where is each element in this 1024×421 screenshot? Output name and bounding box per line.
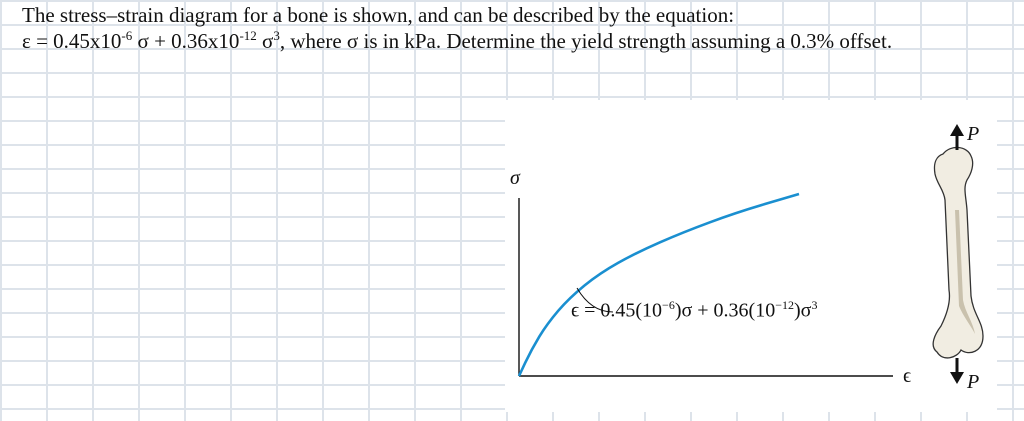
bone-illustration bbox=[933, 124, 983, 384]
figure-panel bbox=[505, 100, 997, 412]
stress-strain-curve bbox=[519, 194, 799, 376]
equation-tail-b: , where σ is in kPa. Determine the yield strength assuming a 0.3% offset. bbox=[279, 29, 893, 53]
exponent-1: -6 bbox=[121, 28, 133, 43]
load-label-bottom: P bbox=[967, 371, 980, 393]
curve-eq-exp-3: 3 bbox=[811, 298, 818, 312]
curve-eq-part-2: )σ + 0.36(10 bbox=[674, 299, 776, 322]
equation-tail-a: σ bbox=[256, 29, 274, 53]
x-axis-symbol: ϵ bbox=[903, 365, 912, 387]
load-label-top: P bbox=[967, 123, 980, 145]
stress-strain-figure bbox=[505, 100, 997, 412]
arrowhead-top bbox=[950, 124, 964, 136]
equation-lead: ε = 0.45x10 bbox=[22, 29, 122, 53]
curve-eq-part-1: ϵ = 0.45(10 bbox=[571, 299, 663, 322]
exponent-3: 3 bbox=[273, 28, 280, 43]
curve-eq-part-3: )σ bbox=[794, 299, 812, 322]
problem-statement bbox=[22, 2, 997, 54]
arrowhead-bottom bbox=[950, 372, 964, 384]
curve-eq-exp-2: −12 bbox=[775, 298, 794, 312]
curve-equation-label bbox=[571, 298, 817, 323]
problem-line-1: The stress–strain diagram for a bone is shown, and can be described by the equation: bbox=[22, 3, 735, 27]
y-axis-symbol: σ bbox=[510, 167, 520, 189]
curve-eq-exp-1: −6 bbox=[662, 298, 675, 312]
equation-mid: σ + 0.36x10 bbox=[132, 29, 240, 53]
exponent-2: -12 bbox=[239, 28, 257, 43]
